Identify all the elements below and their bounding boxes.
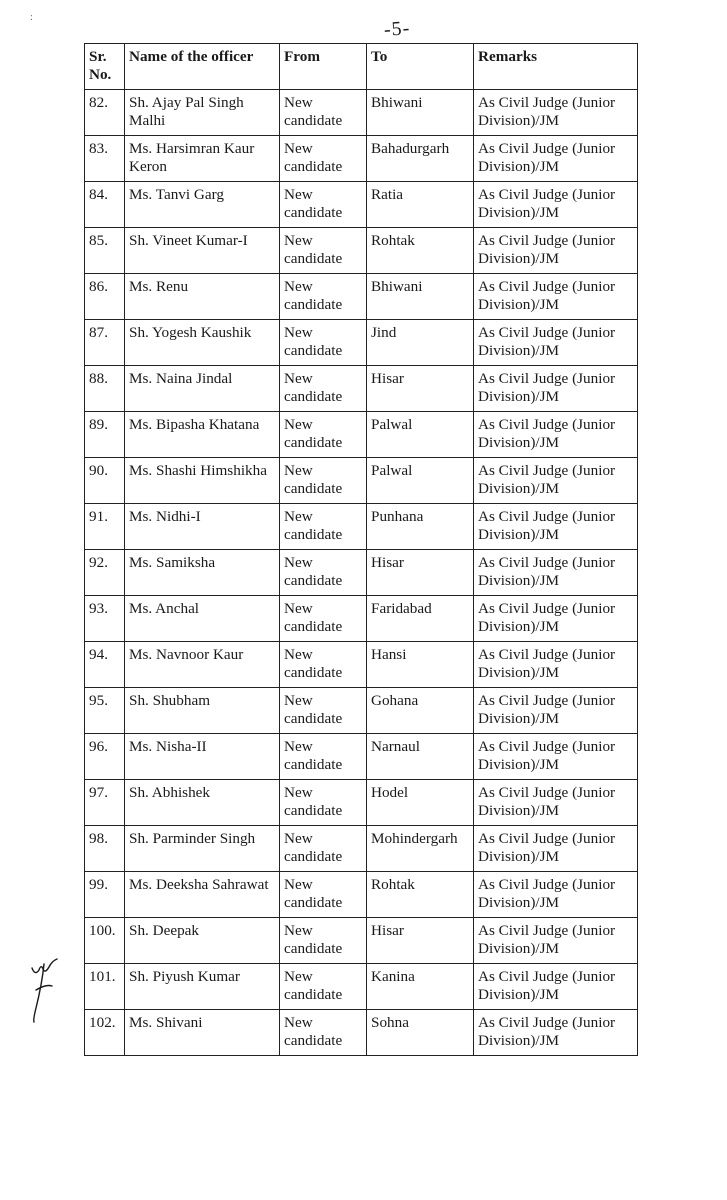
table-row bbox=[85, 688, 638, 734]
cell-remarks: As Civil Judge (Junior Division)/JM bbox=[474, 90, 638, 136]
cell-sr-no: 89. bbox=[85, 412, 125, 458]
cell-from: New candidate bbox=[280, 688, 367, 734]
cell-sr-no: 100. bbox=[85, 918, 125, 964]
cell-from: New candidate bbox=[280, 872, 367, 918]
cell-officer-name: Ms. Naina Jindal bbox=[125, 366, 280, 412]
cell-from: New candidate bbox=[280, 1010, 367, 1056]
cell-from: New candidate bbox=[280, 642, 367, 688]
header-to: To bbox=[367, 44, 474, 90]
cell-from: New candidate bbox=[280, 504, 367, 550]
cell-remarks: As Civil Judge (Junior Division)/JM bbox=[474, 550, 638, 596]
cell-officer-name: Ms. Nisha-II bbox=[125, 734, 280, 780]
cell-to: Hansi bbox=[367, 642, 474, 688]
cell-sr-no: 84. bbox=[85, 182, 125, 228]
cell-from: New candidate bbox=[280, 320, 367, 366]
cell-officer-name: Sh. Vineet Kumar-I bbox=[125, 228, 280, 274]
cell-officer-name: Sh. Shubham bbox=[125, 688, 280, 734]
cell-sr-no: 96. bbox=[85, 734, 125, 780]
cell-sr-no: 94. bbox=[85, 642, 125, 688]
cell-sr-no: 82. bbox=[85, 90, 125, 136]
cell-from: New candidate bbox=[280, 964, 367, 1010]
cell-to: Mohindergarh bbox=[367, 826, 474, 872]
page-number: -5- bbox=[383, 17, 412, 41]
cell-to: Hodel bbox=[367, 780, 474, 826]
cell-to: Rohtak bbox=[367, 228, 474, 274]
cell-sr-no: 95. bbox=[85, 688, 125, 734]
cell-from: New candidate bbox=[280, 596, 367, 642]
cell-from: New candidate bbox=[280, 458, 367, 504]
cell-to: Bhiwani bbox=[367, 274, 474, 320]
cell-remarks: As Civil Judge (Junior Division)/JM bbox=[474, 872, 638, 918]
cell-officer-name: Ms. Shashi Himshikha bbox=[125, 458, 280, 504]
table-row bbox=[85, 228, 638, 274]
cell-remarks: As Civil Judge (Junior Division)/JM bbox=[474, 596, 638, 642]
cell-to: Gohana bbox=[367, 688, 474, 734]
cell-remarks: As Civil Judge (Junior Division)/JM bbox=[474, 918, 638, 964]
table-row bbox=[85, 90, 638, 136]
cell-remarks: As Civil Judge (Junior Division)/JM bbox=[474, 412, 638, 458]
cell-remarks: As Civil Judge (Junior Division)/JM bbox=[474, 458, 638, 504]
cell-sr-no: 92. bbox=[85, 550, 125, 596]
cell-sr-no: 88. bbox=[85, 366, 125, 412]
cell-remarks: As Civil Judge (Junior Division)/JM bbox=[474, 320, 638, 366]
cell-remarks: As Civil Judge (Junior Division)/JM bbox=[474, 366, 638, 412]
cell-remarks: As Civil Judge (Junior Division)/JM bbox=[474, 1010, 638, 1056]
cell-to: Palwal bbox=[367, 412, 474, 458]
cell-from: New candidate bbox=[280, 274, 367, 320]
cell-to: Hisar bbox=[367, 550, 474, 596]
cell-officer-name: Sh. Ajay Pal Singh Malhi bbox=[125, 90, 280, 136]
cell-remarks: As Civil Judge (Junior Division)/JM bbox=[474, 826, 638, 872]
cell-officer-name: Sh. Yogesh Kaushik bbox=[125, 320, 280, 366]
table-row bbox=[85, 550, 638, 596]
cell-to: Faridabad bbox=[367, 596, 474, 642]
cell-from: New candidate bbox=[280, 734, 367, 780]
table-row bbox=[85, 458, 638, 504]
cell-from: New candidate bbox=[280, 550, 367, 596]
cell-remarks: As Civil Judge (Junior Division)/JM bbox=[474, 136, 638, 182]
cell-officer-name: Ms. Nidhi-I bbox=[125, 504, 280, 550]
table-row bbox=[85, 274, 638, 320]
header-name: Name of the officer bbox=[125, 44, 280, 90]
table-row bbox=[85, 872, 638, 918]
header-remarks: Remarks bbox=[474, 44, 638, 90]
cell-from: New candidate bbox=[280, 366, 367, 412]
table-row bbox=[85, 918, 638, 964]
cell-officer-name: Ms. Anchal bbox=[125, 596, 280, 642]
cell-officer-name: Sh. Parminder Singh bbox=[125, 826, 280, 872]
cell-officer-name: Ms. Bipasha Khatana bbox=[125, 412, 280, 458]
table-row bbox=[85, 826, 638, 872]
cell-to: Bhiwani bbox=[367, 90, 474, 136]
cell-officer-name: Sh. Deepak bbox=[125, 918, 280, 964]
cell-sr-no: 99. bbox=[85, 872, 125, 918]
cell-to: Sohna bbox=[367, 1010, 474, 1056]
header-sr-no: Sr. No. bbox=[85, 44, 125, 90]
table-row bbox=[85, 1010, 638, 1056]
table-row bbox=[85, 182, 638, 228]
table-row bbox=[85, 642, 638, 688]
cell-sr-no: 91. bbox=[85, 504, 125, 550]
cell-remarks: As Civil Judge (Junior Division)/JM bbox=[474, 228, 638, 274]
cell-remarks: As Civil Judge (Junior Division)/JM bbox=[474, 642, 638, 688]
cell-officer-name: Ms. Harsimran Kaur Keron bbox=[125, 136, 280, 182]
cell-from: New candidate bbox=[280, 136, 367, 182]
table-row bbox=[85, 320, 638, 366]
cell-officer-name: Sh. Piyush Kumar bbox=[125, 964, 280, 1010]
posting-table bbox=[84, 43, 638, 1056]
table-row bbox=[85, 412, 638, 458]
cell-from: New candidate bbox=[280, 182, 367, 228]
table-row bbox=[85, 734, 638, 780]
cell-to: Hisar bbox=[367, 366, 474, 412]
cell-officer-name: Ms. Shivani bbox=[125, 1010, 280, 1056]
cell-officer-name: Sh. Abhishek bbox=[125, 780, 280, 826]
cell-from: New candidate bbox=[280, 412, 367, 458]
cell-sr-no: 101. bbox=[85, 964, 125, 1010]
cell-sr-no: 98. bbox=[85, 826, 125, 872]
cell-sr-no: 86. bbox=[85, 274, 125, 320]
cell-sr-no: 93. bbox=[85, 596, 125, 642]
cell-sr-no: 97. bbox=[85, 780, 125, 826]
handwritten-initials bbox=[28, 950, 78, 1030]
cell-remarks: As Civil Judge (Junior Division)/JM bbox=[474, 504, 638, 550]
cell-from: New candidate bbox=[280, 826, 367, 872]
stray-mark: : bbox=[30, 12, 33, 23]
header-from: From bbox=[280, 44, 367, 90]
cell-to: Narnaul bbox=[367, 734, 474, 780]
cell-officer-name: Ms. Renu bbox=[125, 274, 280, 320]
cell-sr-no: 102. bbox=[85, 1010, 125, 1056]
table-row bbox=[85, 596, 638, 642]
cell-officer-name: Ms. Deeksha Sahrawat bbox=[125, 872, 280, 918]
cell-from: New candidate bbox=[280, 228, 367, 274]
cell-remarks: As Civil Judge (Junior Division)/JM bbox=[474, 734, 638, 780]
cell-to: Palwal bbox=[367, 458, 474, 504]
cell-to: Kanina bbox=[367, 964, 474, 1010]
table-row bbox=[85, 780, 638, 826]
table-row bbox=[85, 366, 638, 412]
cell-to: Ratia bbox=[367, 182, 474, 228]
table-header-row bbox=[85, 44, 638, 90]
table-row bbox=[85, 964, 638, 1010]
cell-sr-no: 90. bbox=[85, 458, 125, 504]
cell-sr-no: 85. bbox=[85, 228, 125, 274]
cell-sr-no: 83. bbox=[85, 136, 125, 182]
cell-officer-name: Ms. Navnoor Kaur bbox=[125, 642, 280, 688]
cell-remarks: As Civil Judge (Junior Division)/JM bbox=[474, 964, 638, 1010]
table-row bbox=[85, 504, 638, 550]
cell-to: Bahadurgarh bbox=[367, 136, 474, 182]
cell-from: New candidate bbox=[280, 90, 367, 136]
cell-remarks: As Civil Judge (Junior Division)/JM bbox=[474, 780, 638, 826]
cell-remarks: As Civil Judge (Junior Division)/JM bbox=[474, 274, 638, 320]
cell-to: Punhana bbox=[367, 504, 474, 550]
cell-to: Hisar bbox=[367, 918, 474, 964]
cell-to: Rohtak bbox=[367, 872, 474, 918]
cell-from: New candidate bbox=[280, 780, 367, 826]
table-row bbox=[85, 136, 638, 182]
cell-officer-name: Ms. Tanvi Garg bbox=[125, 182, 280, 228]
cell-remarks: As Civil Judge (Junior Division)/JM bbox=[474, 182, 638, 228]
cell-remarks: As Civil Judge (Junior Division)/JM bbox=[474, 688, 638, 734]
cell-to: Jind bbox=[367, 320, 474, 366]
cell-sr-no: 87. bbox=[85, 320, 125, 366]
cell-from: New candidate bbox=[280, 918, 367, 964]
cell-officer-name: Ms. Samiksha bbox=[125, 550, 280, 596]
